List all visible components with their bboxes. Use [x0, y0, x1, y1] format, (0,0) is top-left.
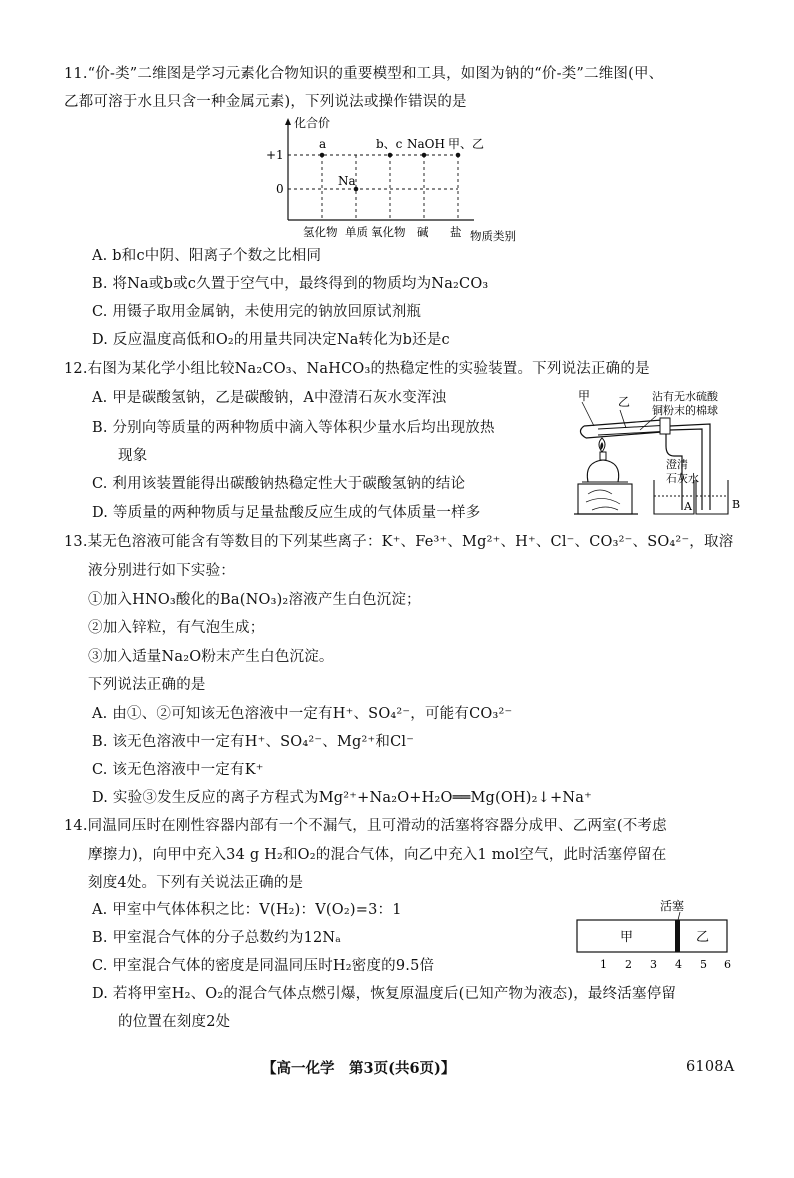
- q13-stem-line1: 13.某无色溶液可能含有等数目的下列某些离子：K⁺、Fe³⁺、Mg²⁺、H⁺、Cl⁻、CO₃²⁻、SO₄²⁻，取溶: [64, 534, 734, 550]
- q12-option-b-line2: 现象: [118, 448, 148, 464]
- scale-ticks: [600, 958, 731, 971]
- inner-tube: [598, 425, 670, 435]
- tick-4: 4: [675, 958, 682, 971]
- label-jia: 甲: [578, 389, 591, 403]
- q12-apparatus-figure: [570, 386, 742, 522]
- label-cotton-2: 铜粉末的棉球: [652, 404, 718, 417]
- label-a: a: [319, 137, 327, 151]
- label-bc: b、c: [376, 137, 403, 151]
- q13-option-c: C. 该无色溶液中一定有K⁺: [92, 762, 264, 778]
- point-a: [320, 153, 325, 158]
- tick-1: 1: [600, 958, 607, 971]
- beaker-b: [696, 480, 728, 514]
- label-jiayi: 甲、乙: [448, 137, 485, 151]
- tick-2: 2: [625, 958, 632, 971]
- point-naoh: [422, 153, 427, 158]
- label-na: Na: [338, 174, 356, 188]
- q11-stem-line2: 乙都可溶于水且只含一种金属元素)，下列说法或操作错误的是: [64, 94, 467, 110]
- wood-block: [578, 484, 632, 514]
- q14-option-b: B. 甲室混合气体的分子总数约为12Nₐ: [92, 930, 342, 946]
- q11-option-a: A. b和c中阴、阳离子个数之比相同: [92, 248, 322, 264]
- q11-option-b: B. 将Na或b或c久置于空气中，最终得到的物质均为Na₂CO₃: [92, 276, 489, 292]
- q14-option-d-line2: 的位置在刻度2处: [118, 1014, 231, 1030]
- paper-code: 6108A: [686, 1059, 735, 1075]
- y-axis-arrow: [285, 118, 291, 125]
- x-axis-label: 物质类别: [470, 229, 516, 243]
- y-tick-zero: 0: [276, 182, 284, 196]
- q11-option-c: C. 用镊子取用金属钠，未使用完的钠放回原试剂瓶: [92, 304, 422, 320]
- q11-option-d: D. 反应温度高低和O₂的用量共同决定Na转化为b还是c: [92, 332, 450, 348]
- q11-stem-line1: 11.“价-类”二维图是学习元素化合物知识的重要模型和工具，如图为钠的“价-类”二维图(甲、: [64, 66, 664, 82]
- x-cat-hydride: 氢化物: [303, 225, 338, 239]
- label-beaker-b: B: [732, 498, 741, 511]
- y-axis-label: 化合价: [294, 116, 331, 130]
- q12-option-c: C. 利用该装置能得出碳酸钠热稳定性大于碳酸氢钠的结论: [92, 476, 466, 492]
- q12-option-b-line1: B. 分别向等质量的两种物质中滴入等体积少量水后均出现放热: [92, 420, 495, 436]
- x-cat-salt: 盐: [450, 225, 462, 239]
- q14-stem-line2: 摩擦力)，向甲中充入34 g H₂和O₂的混合气体，向乙中充入1 mol空气，此时活塞停留在: [88, 847, 667, 863]
- grid-lines: [288, 155, 458, 220]
- page-footer: 【高一化学 第3页(共6页)】: [262, 1060, 456, 1077]
- q12-stem: 12.右图为某化学小组比较Na₂CO₃、NaHCO₃的热稳定性的实验装置。下列说法正确的是: [64, 361, 650, 377]
- q14-option-d-line1: D. 若将甲室H₂、O₂的混合气体点燃引爆，恢复原温度后(已知产物为液态)，最终活塞停留: [92, 986, 677, 1002]
- piston: [675, 920, 680, 952]
- y-tick-plus1: +1: [266, 148, 284, 162]
- label-piston: 活塞: [660, 899, 685, 913]
- label-chamber-yi: 乙: [696, 930, 710, 945]
- label-chamber-jia: 甲: [620, 930, 634, 945]
- q14-option-c: C. 甲室混合气体的密度是同温同压时H₂密度的9.5倍: [92, 958, 435, 974]
- q13-step-3: ③加入适量Na₂O粉末产生白色沉淀。: [88, 649, 334, 665]
- x-cat-oxide: 氧化物: [371, 225, 406, 239]
- tick-5: 5: [700, 958, 707, 971]
- q12-option-a: A. 甲是碳酸氢钠，乙是碳酸钠，A中澄清石灰水变浑浊: [92, 390, 447, 406]
- tick-3: 3: [650, 958, 657, 971]
- q11-valence-class-chart: [262, 112, 534, 244]
- x-cat-base: 碱: [417, 225, 429, 239]
- q13-prompt: 下列说法正确的是: [88, 677, 206, 693]
- q13-step-1: ①加入HNO₃酸化的Ba(NO₃)₂溶液产生白色沉淀；: [88, 592, 421, 608]
- q14-option-a: A. 甲室中气体体积之比：V(H₂)：V(O₂)=3：1: [92, 902, 402, 918]
- label-lime-2: 石灰水: [666, 472, 699, 485]
- q13-stem-line2: 液分别进行如下实验：: [88, 563, 235, 579]
- alcohol-lamp: [587, 460, 618, 482]
- label-beaker-a: A: [684, 500, 692, 513]
- q12-option-d: D. 等质量的两种物质与足量盐酸反应生成的气体质量一样多: [92, 505, 481, 521]
- label-naoh: NaOH: [407, 137, 445, 151]
- stopper: [660, 418, 670, 434]
- label-cotton-1: 沾有无水硫酸: [652, 390, 718, 403]
- point-bc: [388, 153, 393, 158]
- q13-option-a: A. 由①、②可知该无色溶液中一定有H⁺、SO₄²⁻，可能有CO₃²⁻: [92, 706, 513, 722]
- label-lime-1: 澄清: [666, 458, 688, 471]
- x-cat-element: 单质: [345, 225, 368, 239]
- tick-6: 6: [724, 958, 731, 971]
- q14-stem-line1: 14.同温同压时在刚性容器内部有一个不漏气，且可滑动的活塞将容器分成甲、乙两室(不考虑: [64, 818, 667, 834]
- label-yi: 乙: [618, 395, 631, 409]
- q14-piston-container-figure: [574, 896, 738, 972]
- q13-option-b: B. 该无色溶液中一定有H⁺、SO₄²⁻、Mg²⁺和Cl⁻: [92, 734, 415, 750]
- q14-stem-line3: 刻度4处。下列有关说法正确的是: [88, 875, 304, 891]
- q13-step-2: ②加入锌粒，有气泡生成；: [88, 620, 265, 636]
- q13-option-d: D. 实验③发生反应的离子方程式为Mg²⁺+Na₂O+H₂O══Mg(OH)₂↓+Na⁺: [92, 790, 592, 806]
- point-jiayi: [456, 153, 461, 158]
